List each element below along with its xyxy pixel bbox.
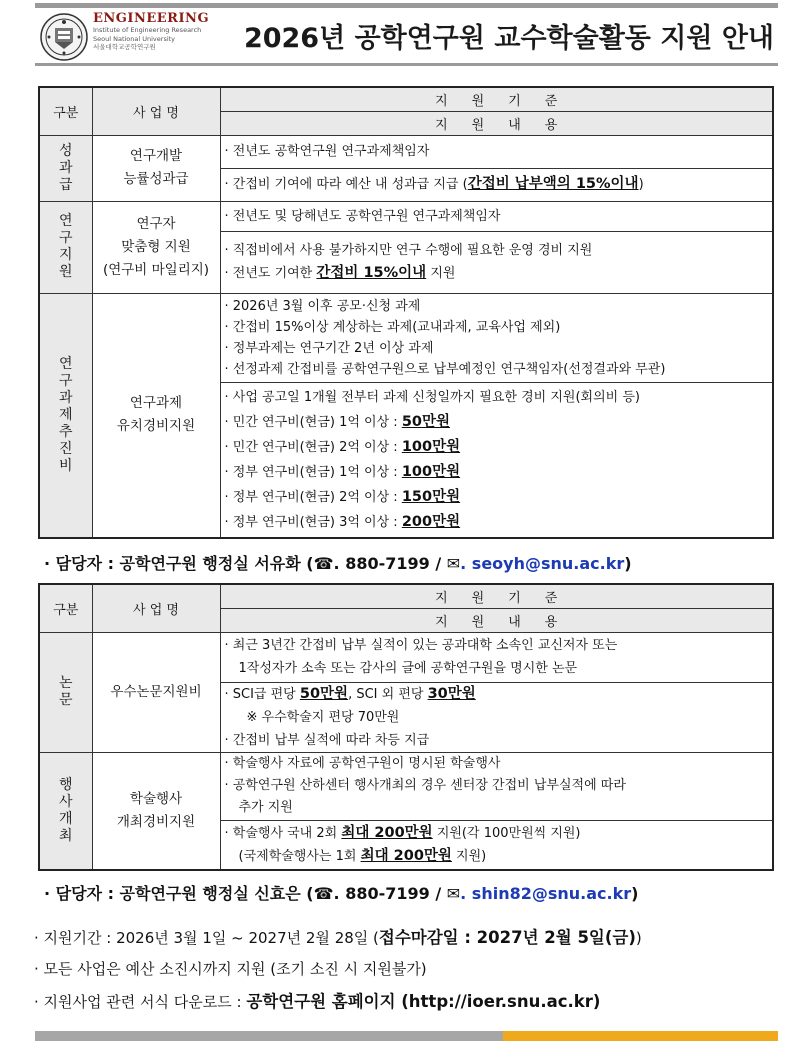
bottom-decor-bar-orange — [503, 1031, 778, 1041]
criteria-cell: · 2026년 3월 이후 공모·신청 과제 · 간접비 15%이상 계상하는 과제(교내과제, 교육사업 제외) · 정부과제는 연구기간 2년 이상 과제 · 선정과제 간접비를 공학연구원으로 납부예정인 연구책임자(선정결과와 무관) — [220, 293, 773, 382]
note-budget: · 모든 사업은 예산 소진시까지 지원 (조기 소진 시 지원불가) — [34, 960, 427, 978]
content-cell: · 사업 공고일 1개월 전부터 과제 신청일까지 필요한 경비 지원(회의비 등) · 민간 연구비(현금) 1억 이상 : 50만원 · 민간 연구비(현금) 2억 이상 : 100만원 · 정부 연구비(현금) 1억 이상 : 100만원 · 정부 연구비(현금) 2억 이상 : 150만원 · 정부 연구비(현금) 3억 이상 : 200만원 — [220, 382, 773, 538]
header-criteria: 지원기준 — [220, 584, 773, 608]
header-criteria: 지원기준 — [220, 87, 773, 111]
logo-text — [93, 12, 209, 51]
page-header — [35, 8, 778, 63]
support-table-academic — [38, 583, 774, 871]
business-cell: 연구개발 능률성과급 — [92, 135, 220, 201]
phone-icon: ☎ — [313, 884, 334, 903]
criteria-cell: · 최근 3년간 간접비 납부 실적이 있는 공과대학 소속인 교신저자 또는 1작성자가 소속 또는 감사의 글에 공학연구원을 명시한 논문 — [220, 632, 773, 682]
logo-subtitle-2: Seoul National University — [93, 34, 176, 43]
mail-icon: ✉ — [446, 884, 461, 903]
business-cell: 연구과제 유치경비지원 — [92, 293, 220, 538]
criteria-cell: · 학술행사 자료에 공학연구원이 명시된 학술행사 · 공학연구원 산하센터 행사개최의 경우 센터장 간접비 납부실적에 따라 추가 지원 — [220, 752, 773, 820]
criteria-cell: · 전년도 공학연구원 연구과제책임자 — [220, 135, 773, 168]
table-row — [39, 201, 773, 231]
table-row — [39, 632, 773, 682]
contact-email-1[interactable]: . seoyh@snu.ac.kr — [460, 554, 625, 573]
content-cell: · SCI급 편당 50만원, SCI 외 편당 30만원 ※ 우수학술지 편당 70만원 · 간접비 납부 실적에 따라 차등 지급 — [220, 682, 773, 752]
header-category: 구분 — [39, 584, 92, 632]
table-row — [39, 752, 773, 820]
category-cell: 논문 — [39, 632, 92, 752]
category-cell: 연구과제추진비 — [39, 293, 92, 538]
support-table-research — [38, 86, 774, 539]
contact-email-2[interactable]: . shin82@snu.ac.kr — [460, 884, 632, 903]
content-cell: · 학술행사 국내 2회 최대 200만원 지원(각 100만원씩 지원) (국제학술행사는 1회 최대 200만원 지원) — [220, 820, 773, 870]
header-business: 사 업 명 — [92, 87, 220, 135]
logo-engineering: ENGINEERING — [93, 11, 210, 26]
phone-icon: ☎ — [313, 554, 334, 573]
table-row — [39, 293, 773, 382]
content-cell: · 직접비에서 사용 불가하지만 연구 수행에 필요한 운영 경비 지원 · 전년도 기여한 간접비 15%이내 지원 — [220, 231, 773, 293]
page-title: 2026년 공학연구원 교수학술활동 지원 안내 — [243, 23, 774, 54]
contact-line-2: · 담당자 : 공학연구원 행정실 신효은 (☎. 880-7199 / ✉. shin82@snu.ac.kr) — [44, 884, 639, 903]
header-content: 지원내용 — [220, 111, 773, 135]
table-row — [39, 135, 773, 168]
category-cell: 연구지원 — [39, 201, 92, 293]
category-cell: 행사개최 — [39, 752, 92, 870]
header-content: 지원내용 — [220, 608, 773, 632]
header-divider — [35, 63, 778, 66]
criteria-cell: · 전년도 및 당해년도 공학연구원 연구과제책임자 — [220, 201, 773, 231]
bottom-decor-bar-gray — [35, 1031, 503, 1041]
category-cell: 성과급 — [39, 135, 92, 201]
note-download: · 지원사업 관련 서식 다운로드 : 공학연구원 홈페이지 (http://ioer.snu.ac.kr) — [34, 992, 601, 1011]
header-category: 구분 — [39, 87, 92, 135]
logo-subtitle-3: 서울대학교공학연구원 — [93, 43, 156, 51]
note-period: · 지원기간 : 2026년 3월 1일 ~ 2027년 2월 28일 (접수마감일 : 2027년 2월 5일(금)) — [34, 928, 642, 947]
snu-emblem-icon — [39, 12, 89, 62]
business-cell: 학술행사 개최경비지원 — [92, 752, 220, 870]
header-business: 사 업 명 — [92, 584, 220, 632]
business-cell: 우수논문지원비 — [92, 632, 220, 752]
mail-icon: ✉ — [446, 554, 461, 573]
contact-line-1: · 담당자 : 공학연구원 행정실 서유화 (☎. 880-7199 / ✉. seoyh@snu.ac.kr) — [44, 554, 632, 573]
logo-subtitle-1: Institute of Engineering Research — [93, 26, 202, 34]
content-cell: · 간접비 기여에 따라 예산 내 성과급 지급 (간접비 납부액의 15%이내) — [220, 168, 773, 201]
business-cell: 연구자 맞춤형 지원 (연구비 마일리지) — [92, 201, 220, 293]
homepage-link[interactable]: 공학연구원 홈페이지 (http://ioer.snu.ac.kr) — [246, 992, 601, 1011]
